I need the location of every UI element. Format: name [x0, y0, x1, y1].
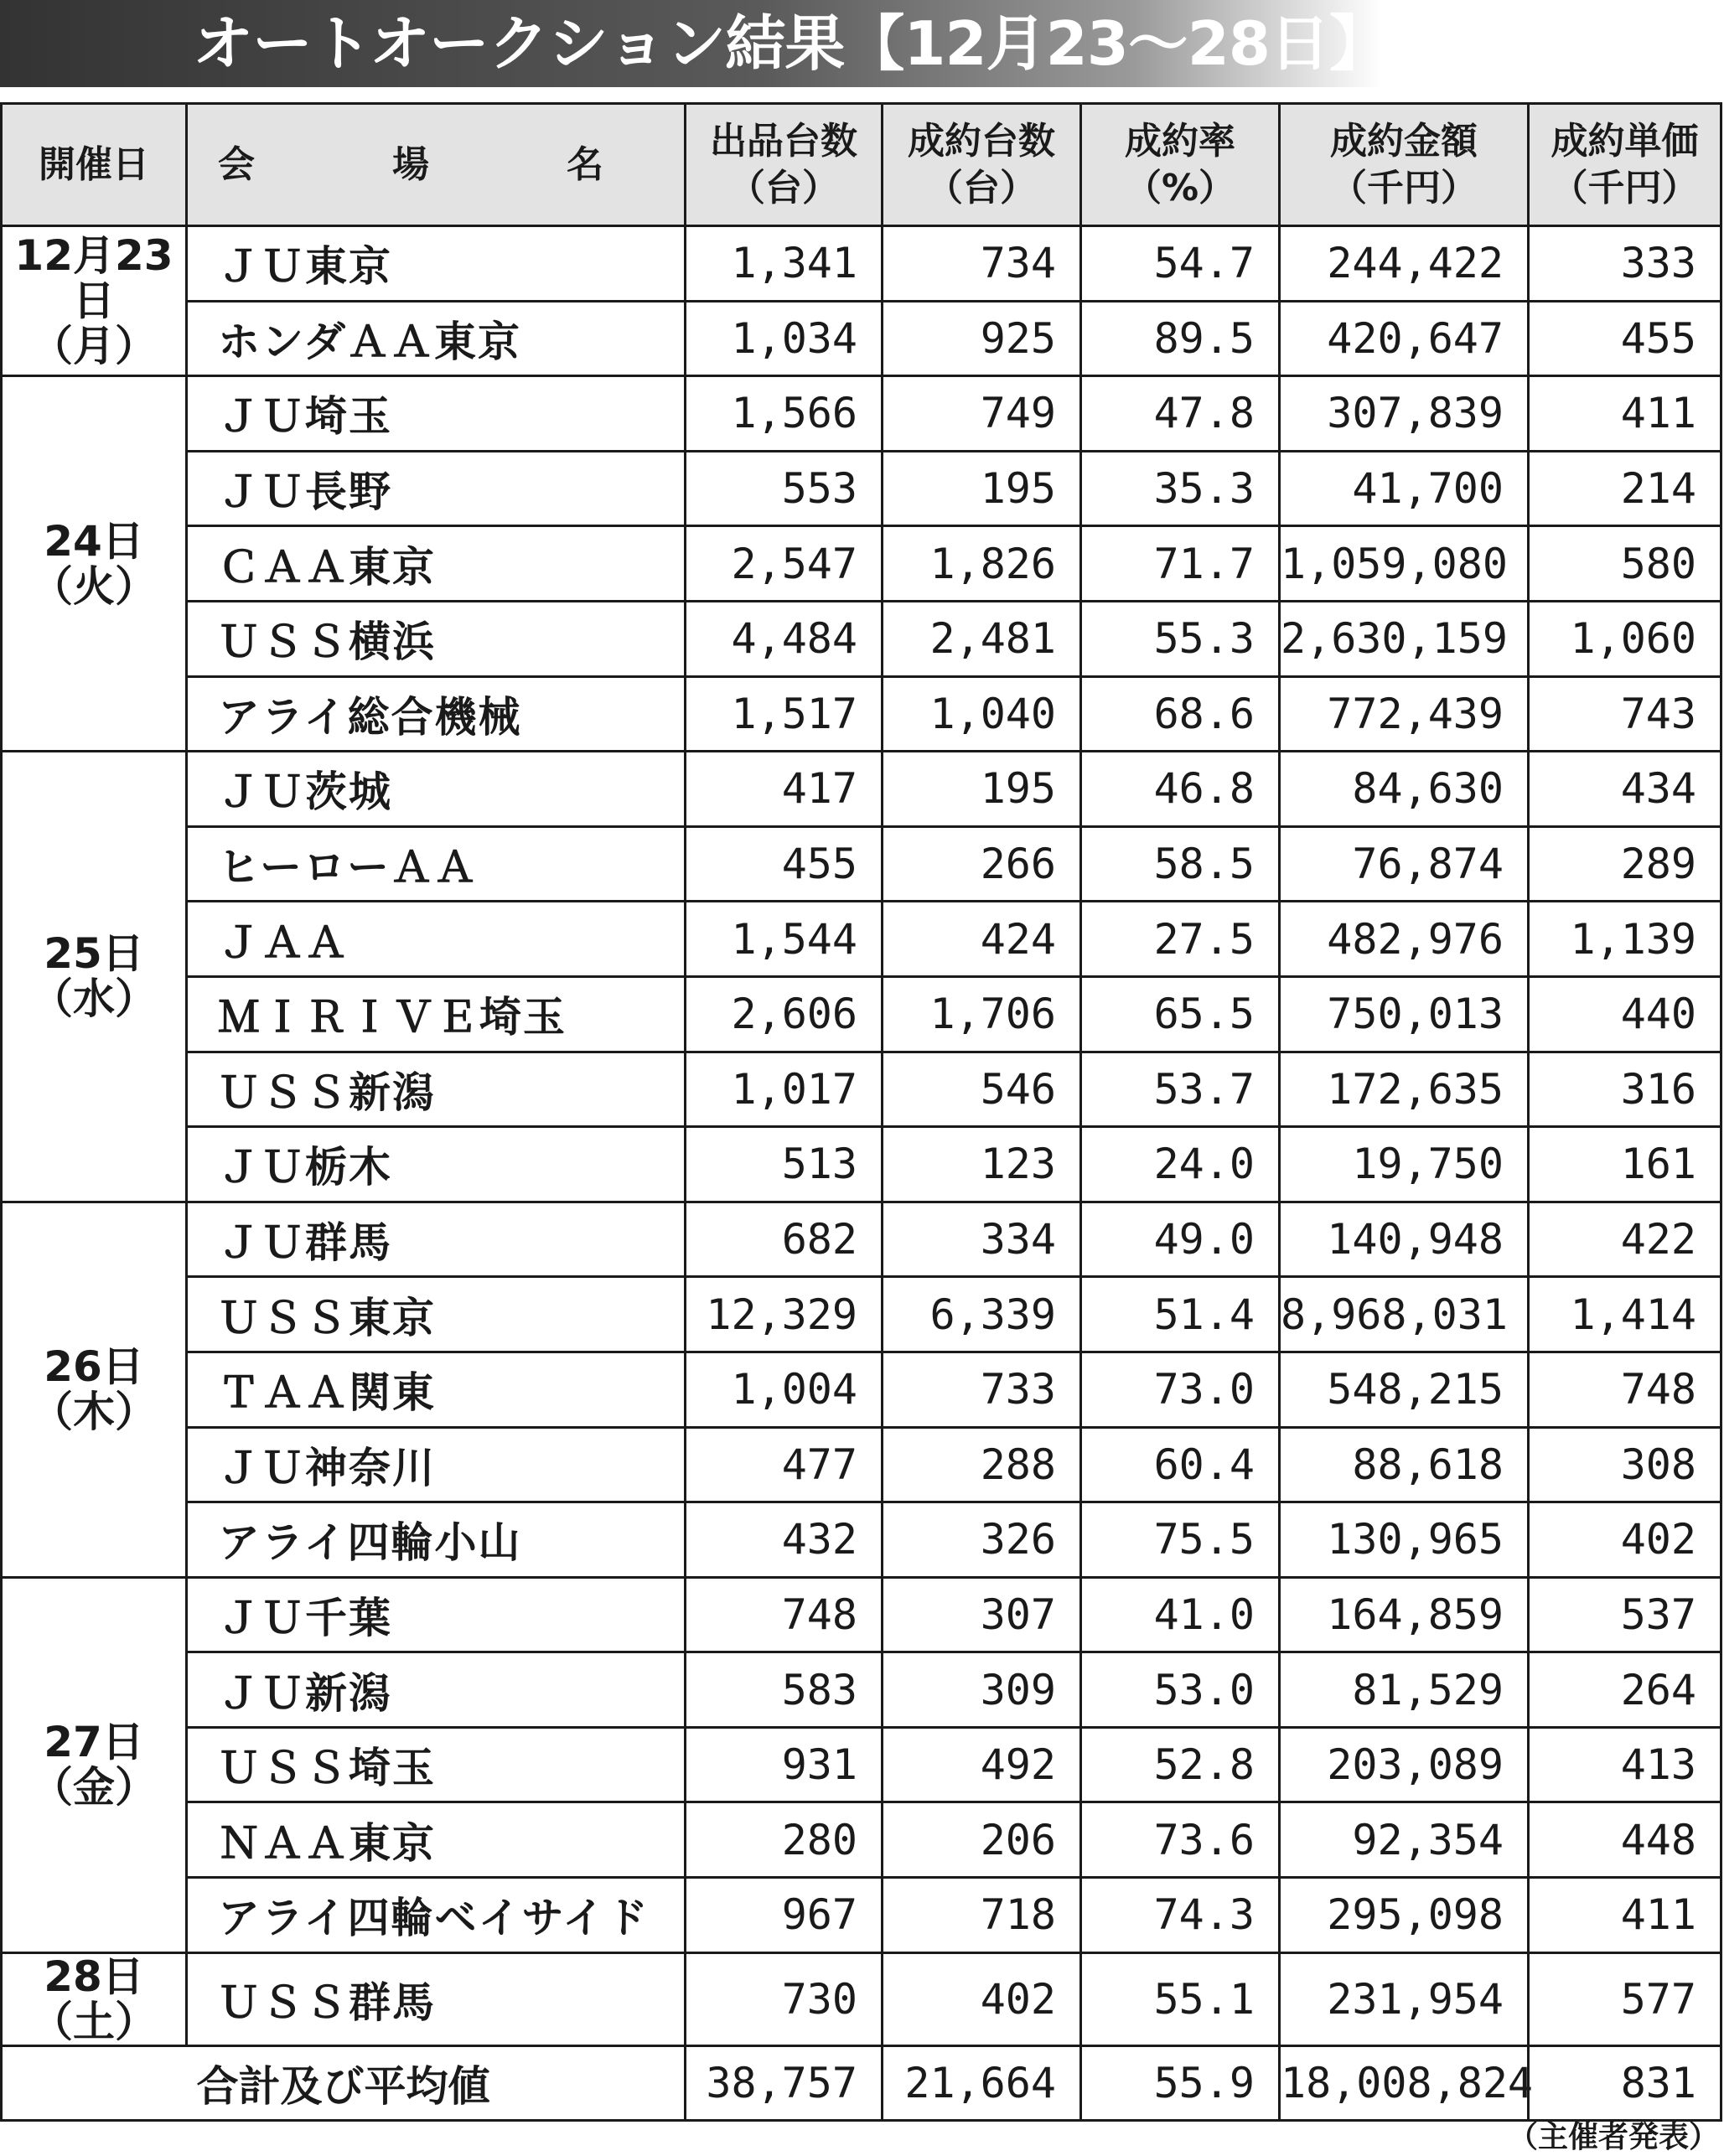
contracted-cell: 2,481	[883, 601, 1081, 676]
listed-cell: 513	[686, 1127, 883, 1202]
listed-cell: 477	[686, 1427, 883, 1502]
table-row	[2, 1502, 1721, 1578]
rate-cell: 60.4	[1081, 1427, 1280, 1502]
unit-price-cell: 743	[1529, 676, 1721, 752]
date-cell	[2, 752, 187, 1202]
header-listed: 出品台数 （台）	[686, 104, 883, 226]
rate-cell: 68.6	[1081, 676, 1280, 752]
contracted-cell: 492	[883, 1727, 1081, 1802]
table-row	[2, 526, 1721, 602]
date-cell	[2, 226, 187, 376]
amount-cell: 92,354	[1280, 1802, 1529, 1878]
unit-price-cell: 1,139	[1529, 902, 1721, 977]
rate-cell: 35.3	[1081, 451, 1280, 526]
unit-price-cell: 1,414	[1529, 1277, 1721, 1352]
venue-cell: ホンダＡＡ東京	[187, 301, 686, 376]
listed-cell: 4,484	[686, 601, 883, 676]
listed-cell: 1,017	[686, 1052, 883, 1127]
amount-cell: 244,422	[1280, 226, 1529, 302]
venue-cell: ＪＵ新潟	[187, 1652, 686, 1728]
date-text: 27日（金）	[31, 1718, 157, 1812]
unit-price-cell: 748	[1529, 1352, 1721, 1427]
amount-cell: 41,700	[1280, 451, 1529, 526]
contracted-cell: 733	[883, 1352, 1081, 1427]
title-bar	[0, 0, 1389, 87]
auction-results-table	[0, 102, 1722, 2122]
unit-price-cell: 214	[1529, 451, 1721, 526]
table-row	[2, 451, 1721, 526]
contracted-cell: 734	[883, 226, 1081, 302]
listed-cell: 967	[686, 1878, 883, 1953]
venue-cell: ＪＵ埼玉	[187, 376, 686, 452]
rate-cell: 47.8	[1081, 376, 1280, 452]
table-row	[2, 826, 1721, 902]
table-row	[2, 1352, 1721, 1427]
total-rate-cell: 55.9	[1081, 2045, 1280, 2121]
unit-price-cell: 316	[1529, 1052, 1721, 1127]
rate-cell: 49.0	[1081, 1202, 1280, 1277]
unit-price-cell: 333	[1529, 226, 1721, 302]
contracted-cell: 309	[883, 1652, 1081, 1728]
header-venue: 会 場 名	[187, 104, 686, 226]
rate-cell: 75.5	[1081, 1502, 1280, 1578]
table-body	[2, 226, 1721, 2121]
listed-cell: 2,606	[686, 976, 883, 1052]
contracted-cell: 6,339	[883, 1277, 1081, 1352]
venue-cell: アライ四輪ベイサイド	[187, 1878, 686, 1953]
contracted-cell: 195	[883, 451, 1081, 526]
listed-cell: 455	[686, 826, 883, 902]
rate-cell: 89.5	[1081, 301, 1280, 376]
header-amount: 成約金額 （千円）	[1280, 104, 1529, 226]
unit-price-cell: 402	[1529, 1502, 1721, 1578]
listed-cell: 1,544	[686, 902, 883, 977]
rate-cell: 54.7	[1081, 226, 1280, 302]
amount-cell: 750,013	[1280, 976, 1529, 1052]
contracted-cell: 925	[883, 301, 1081, 376]
contracted-cell: 1,040	[883, 676, 1081, 752]
header-rate: 成約率 （%）	[1081, 104, 1280, 226]
amount-cell: 772,439	[1280, 676, 1529, 752]
listed-cell: 1,034	[686, 301, 883, 376]
venue-cell: ＭＩＲＩＶＥ埼玉	[187, 976, 686, 1052]
venue-cell: ＪＵ東京	[187, 226, 686, 302]
amount-cell: 140,948	[1280, 1202, 1529, 1277]
contracted-cell: 718	[883, 1878, 1081, 1953]
unit-price-cell: 308	[1529, 1427, 1721, 1502]
amount-cell: 8,968,031	[1280, 1277, 1529, 1352]
amount-cell: 482,976	[1280, 902, 1529, 977]
unit-price-cell: 411	[1529, 376, 1721, 452]
venue-cell: アライ四輪小山	[187, 1502, 686, 1578]
unit-price-cell: 440	[1529, 976, 1721, 1052]
table-row	[2, 1652, 1721, 1728]
venue-cell: ＮＡＡ東京	[187, 1802, 686, 1878]
rate-cell: 27.5	[1081, 902, 1280, 977]
header-date: 開催日	[2, 104, 187, 226]
table-row	[2, 1802, 1721, 1878]
contracted-cell: 326	[883, 1502, 1081, 1578]
unit-price-cell: 289	[1529, 826, 1721, 902]
rate-cell: 71.7	[1081, 526, 1280, 602]
contracted-cell: 546	[883, 1052, 1081, 1127]
rate-cell: 53.7	[1081, 1052, 1280, 1127]
contracted-cell: 424	[883, 902, 1081, 977]
date-cell	[2, 1202, 187, 1577]
listed-cell: 748	[686, 1577, 883, 1652]
venue-cell: ＪＵ群馬	[187, 1202, 686, 1277]
contracted-cell: 749	[883, 376, 1081, 452]
date-text: 26日（木）	[31, 1342, 157, 1437]
amount-cell: 1,059,080	[1280, 526, 1529, 602]
listed-cell: 931	[686, 1727, 883, 1802]
rate-cell: 41.0	[1081, 1577, 1280, 1652]
date-text: （月）	[31, 322, 157, 371]
rate-cell: 74.3	[1081, 1878, 1280, 1953]
venue-cell: ＪＵ神奈川	[187, 1427, 686, 1502]
table-row	[2, 1952, 1721, 2045]
venue-cell: ＪＵ千葉	[187, 1577, 686, 1652]
unit-price-cell: 413	[1529, 1727, 1721, 1802]
venue-cell: ＪＡＡ	[187, 902, 686, 977]
contracted-cell: 1,706	[883, 976, 1081, 1052]
listed-cell: 682	[686, 1202, 883, 1277]
listed-cell: 280	[686, 1802, 883, 1878]
table-row	[2, 1202, 1721, 1277]
date-text: 25日（水）	[31, 929, 157, 1024]
header-contracted: 成約台数 （台）	[883, 104, 1081, 226]
amount-cell: 81,529	[1280, 1652, 1529, 1728]
total-listed-cell: 38,757	[686, 2045, 883, 2121]
venue-cell: ＴＡＡ関東	[187, 1352, 686, 1427]
table-row	[2, 376, 1721, 452]
unit-price-cell: 422	[1529, 1202, 1721, 1277]
table-row	[2, 1577, 1721, 1652]
rate-cell: 46.8	[1081, 752, 1280, 827]
venue-cell: ＪＵ茨城	[187, 752, 686, 827]
amount-cell: 19,750	[1280, 1127, 1529, 1202]
total-label: 合計及び平均値	[2, 2045, 686, 2121]
listed-cell: 730	[686, 1952, 883, 2045]
total-unit-price-cell: 831	[1529, 2045, 1721, 2121]
table-row	[2, 1127, 1721, 1202]
amount-cell: 295,098	[1280, 1878, 1529, 1953]
header-unit-price: 成約単価 （千円）	[1529, 104, 1721, 226]
rate-cell: 24.0	[1081, 1127, 1280, 1202]
venue-cell: ＵＳＳ東京	[187, 1277, 686, 1352]
listed-cell: 432	[686, 1502, 883, 1578]
contracted-cell: 402	[883, 1952, 1081, 2045]
venue-cell: アライ総合機械	[187, 676, 686, 752]
table-row	[2, 1427, 1721, 1502]
table-row	[2, 976, 1721, 1052]
amount-cell: 203,089	[1280, 1727, 1529, 1802]
table-row	[2, 301, 1721, 376]
unit-price-cell: 537	[1529, 1577, 1721, 1652]
date-text: 12月23日	[14, 231, 173, 326]
amount-cell: 548,215	[1280, 1352, 1529, 1427]
listed-cell: 553	[686, 451, 883, 526]
table-row	[2, 902, 1721, 977]
listed-cell: 1,004	[686, 1352, 883, 1427]
amount-cell: 307,839	[1280, 376, 1529, 452]
unit-price-cell: 580	[1529, 526, 1721, 602]
date-text: 28日（土）	[31, 1952, 157, 2046]
unit-price-cell: 448	[1529, 1802, 1721, 1878]
table-row	[2, 752, 1721, 827]
amount-cell: 2,630,159	[1280, 601, 1529, 676]
venue-cell: ＵＳＳ横浜	[187, 601, 686, 676]
table-row	[2, 676, 1721, 752]
listed-cell: 583	[686, 1652, 883, 1728]
amount-cell: 88,618	[1280, 1427, 1529, 1502]
table-row	[2, 1277, 1721, 1352]
unit-price-cell: 455	[1529, 301, 1721, 376]
amount-cell: 76,874	[1280, 826, 1529, 902]
rate-cell: 51.4	[1081, 1277, 1280, 1352]
rate-cell: 73.0	[1081, 1352, 1280, 1427]
contracted-cell: 288	[883, 1427, 1081, 1502]
amount-cell: 130,965	[1280, 1502, 1529, 1578]
page-title: オートオークション結果【12月23〜28日】	[193, 8, 1389, 79]
table-row	[2, 226, 1721, 302]
date-cell	[2, 376, 187, 752]
rate-cell: 73.6	[1081, 1802, 1280, 1878]
rate-cell: 52.8	[1081, 1727, 1280, 1802]
rate-cell: 53.0	[1081, 1652, 1280, 1728]
header-row	[2, 104, 1721, 226]
venue-cell: ＪＵ長野	[187, 451, 686, 526]
amount-cell: 164,859	[1280, 1577, 1529, 1652]
amount-cell: 231,954	[1280, 1952, 1529, 2045]
unit-price-cell: 1,060	[1529, 601, 1721, 676]
total-amount-cell: 18,008,824	[1280, 2045, 1529, 2121]
contracted-cell: 307	[883, 1577, 1081, 1652]
date-text: 24日（火）	[31, 516, 157, 611]
venue-cell: ヒーローＡＡ	[187, 826, 686, 902]
venue-cell: ＵＳＳ新潟	[187, 1052, 686, 1127]
rate-cell: 58.5	[1081, 826, 1280, 902]
listed-cell: 12,329	[686, 1277, 883, 1352]
total-row	[2, 2045, 1721, 2121]
rate-cell: 65.5	[1081, 976, 1280, 1052]
contracted-cell: 266	[883, 826, 1081, 902]
rate-cell: 55.3	[1081, 601, 1280, 676]
listed-cell: 1,517	[686, 676, 883, 752]
footnote: （主催者発表）	[1507, 2120, 1719, 2154]
unit-price-cell: 161	[1529, 1127, 1721, 1202]
amount-cell: 84,630	[1280, 752, 1529, 827]
contracted-cell: 195	[883, 752, 1081, 827]
contracted-cell: 1,826	[883, 526, 1081, 602]
venue-cell: ＵＳＳ埼玉	[187, 1727, 686, 1802]
table-row	[2, 601, 1721, 676]
table-row	[2, 1878, 1721, 1953]
listed-cell: 1,341	[686, 226, 883, 302]
date-cell	[2, 1577, 187, 1952]
amount-cell: 172,635	[1280, 1052, 1529, 1127]
unit-price-cell: 577	[1529, 1952, 1721, 2045]
contracted-cell: 206	[883, 1802, 1081, 1878]
table-row	[2, 1727, 1721, 1802]
listed-cell: 417	[686, 752, 883, 827]
unit-price-cell: 411	[1529, 1878, 1721, 1953]
date-cell	[2, 1952, 187, 2045]
rate-cell: 55.1	[1081, 1952, 1280, 2045]
total-contracted-cell: 21,664	[883, 2045, 1081, 2121]
amount-cell: 420,647	[1280, 301, 1529, 376]
contracted-cell: 334	[883, 1202, 1081, 1277]
unit-price-cell: 434	[1529, 752, 1721, 827]
listed-cell: 1,566	[686, 376, 883, 452]
contracted-cell: 123	[883, 1127, 1081, 1202]
table-row	[2, 1052, 1721, 1127]
venue-cell: ＣＡＡ東京	[187, 526, 686, 602]
listed-cell: 2,547	[686, 526, 883, 602]
venue-cell: ＪＵ栃木	[187, 1127, 686, 1202]
unit-price-cell: 264	[1529, 1652, 1721, 1728]
venue-cell: ＵＳＳ群馬	[187, 1952, 686, 2045]
